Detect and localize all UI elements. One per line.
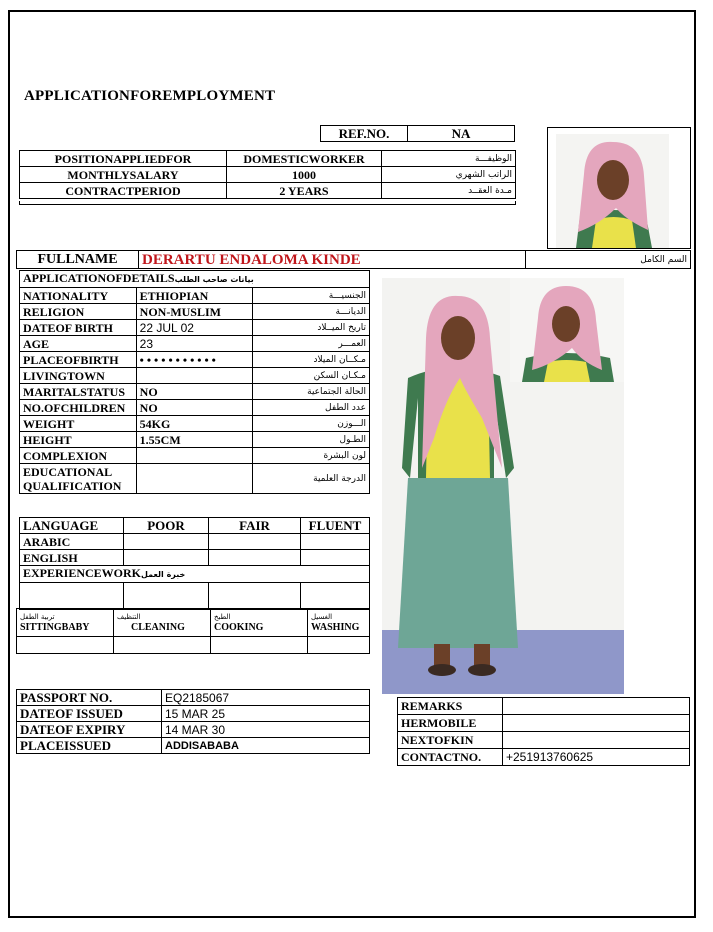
skill-cell: [114, 609, 211, 637]
fullname-arabic: السم الكامل: [526, 251, 691, 269]
experience-row: [20, 566, 370, 583]
language-table: [19, 517, 370, 610]
detail-label: LIVINGTOWN: [20, 368, 137, 384]
job-arabic: مـدة العقــد: [382, 183, 516, 199]
detail-row: [20, 304, 370, 320]
detail-label: COMPLEXION: [20, 448, 137, 464]
detail-arabic: الطـول: [253, 432, 370, 448]
remarks-label: CONTACTNO.: [398, 749, 503, 766]
skill-label: CLEANING: [131, 622, 185, 633]
remarks-label: REMARKS: [398, 698, 503, 715]
detail-arabic: مـكــان الميلاد: [253, 352, 370, 368]
job-table: [19, 150, 516, 199]
remarks-table: [397, 697, 690, 766]
detail-value: 1.55CM: [136, 432, 253, 448]
skill-arabic: الطبخ: [214, 613, 231, 621]
passport-table: [16, 689, 370, 754]
skills-row: [17, 609, 370, 637]
detail-arabic: الجنسيـــة: [253, 288, 370, 304]
job-row: [20, 183, 516, 199]
remarks-value: +251913760625: [503, 749, 690, 766]
language-header: FLUENT: [301, 518, 370, 534]
remarks-value: [503, 698, 690, 715]
detail-row: [20, 288, 370, 304]
remarks-value: [503, 732, 690, 749]
passport-label: DATEOF EXPIRY: [17, 722, 162, 738]
detail-label: NO.OFCHILDREN: [20, 400, 137, 416]
experience-blank-row: [20, 583, 370, 610]
job-arabic: الوظيفـــة: [382, 151, 516, 167]
detail-arabic: العمـــر: [253, 336, 370, 352]
remarks-label: HERMOBILE: [398, 715, 503, 732]
detail-arabic: الـــوزن: [253, 416, 370, 432]
job-label: MONTHLYSALARY: [20, 167, 227, 183]
detail-arabic: تاريخ الميــلاد: [253, 320, 370, 336]
detail-row: [20, 336, 370, 352]
remarks-row: [398, 732, 690, 749]
skill-cell: [17, 609, 114, 637]
fullname-label: FULLNAME: [17, 251, 139, 269]
detail-row: [20, 368, 370, 384]
language-header-row: [20, 518, 370, 534]
ref-value: NA: [408, 126, 515, 142]
detail-value: [136, 448, 253, 464]
detail-value: ETHIOPIAN: [136, 288, 253, 304]
detail-value: NON-MUSLIM: [136, 304, 253, 320]
job-value: 1000: [227, 167, 382, 183]
job-label: POSITIONAPPLIEDFOR: [20, 151, 227, 167]
experience-label: EXPERIENCEWORK: [23, 566, 142, 580]
job-table-bottom: [19, 201, 516, 205]
detail-row: [20, 432, 370, 448]
skill-cell: [211, 609, 308, 637]
skill-arabic: تربية الطفل: [20, 613, 55, 621]
detail-label: NATIONALITY: [20, 288, 137, 304]
detail-arabic: لون البشرة: [253, 448, 370, 464]
passport-value: 15 MAR 25: [162, 706, 370, 722]
remarks-row: [398, 749, 690, 766]
job-row: [20, 167, 516, 183]
detail-label: AGE: [20, 336, 137, 352]
skill-arabic: الغسيل: [311, 613, 333, 621]
remarks-label: NEXTOFKIN: [398, 732, 503, 749]
skill-cell: [308, 609, 370, 637]
detail-row: [20, 448, 370, 464]
language-name: ARABIC: [20, 534, 124, 550]
passport-row: [17, 738, 370, 754]
skills-table: [16, 608, 370, 654]
details-table: [19, 270, 370, 494]
passport-label: PASSPORT NO.: [17, 690, 162, 706]
passport-row: [17, 722, 370, 738]
passport-row: [17, 706, 370, 722]
detail-arabic: مـكـان السكن: [253, 368, 370, 384]
skill-label: COOKING: [214, 622, 264, 633]
detail-value: 23: [136, 336, 253, 352]
language-header: FAIR: [209, 518, 301, 534]
job-row: [20, 151, 516, 167]
detail-label: PLACEOFBIRTH: [20, 352, 137, 368]
language-header: POOR: [124, 518, 209, 534]
skills-blank-row: [17, 637, 370, 654]
details-header-arabic: بيانات صاحب الطلب: [174, 275, 254, 284]
detail-arabic: عدد الطفل: [253, 400, 370, 416]
passport-photo-frame: [547, 127, 691, 249]
detail-arabic: الديانـــة: [253, 304, 370, 320]
skill-arabic: التنظيف: [117, 613, 141, 621]
detail-value: • • • • • • • • • • •: [136, 352, 253, 368]
detail-row: [20, 352, 370, 368]
job-value: DOMESTICWORKER: [227, 151, 382, 167]
detail-arabic: الحالة الجتماعية: [253, 384, 370, 400]
job-value: 2 YEARS: [227, 183, 382, 199]
detail-row: [20, 416, 370, 432]
passport-row: [17, 690, 370, 706]
detail-label: RELIGION: [20, 304, 137, 320]
remarks-value: [503, 715, 690, 732]
detail-label: HEIGHT: [20, 432, 137, 448]
detail-value: 22 JUL 02: [136, 320, 253, 336]
fullname-value: DERARTU ENDALOMA KINDE: [139, 251, 526, 269]
job-label: CONTRACTPERIOD: [20, 183, 227, 199]
detail-label: DATEOF BIRTH: [20, 320, 137, 336]
passport-value: 14 MAR 30: [162, 722, 370, 738]
passport-label: DATEOF ISSUED: [17, 706, 162, 722]
passport-value: EQ2185067: [162, 690, 370, 706]
passport-value: ADDISABABA: [162, 738, 370, 754]
details-header-row: [20, 271, 370, 288]
passport-label: PLACEISSUED: [17, 738, 162, 754]
ref-label: REF.NO.: [321, 126, 408, 142]
detail-row: [20, 384, 370, 400]
passport-photo: [556, 134, 669, 248]
detail-value: 54KG: [136, 416, 253, 432]
remarks-row: [398, 715, 690, 732]
language-header: LANGUAGE: [20, 518, 124, 534]
detail-value: [136, 464, 253, 494]
job-arabic: الراتب الشهري: [382, 167, 516, 183]
fullname-table: [16, 250, 691, 269]
details-header-label: APPLICATIONOFDETAILS: [23, 271, 175, 285]
remarks-row: [398, 698, 690, 715]
experience-arabic: خبرة العمل: [141, 570, 186, 579]
full-body-photo: [382, 278, 624, 694]
detail-value: [136, 368, 253, 384]
detail-value: NO: [136, 400, 253, 416]
detail-row: [20, 400, 370, 416]
page-title: APPLICATIONFOREMPLOYMENT: [24, 88, 276, 104]
language-name: ENGLISH: [20, 550, 124, 566]
skill-label: WASHING: [311, 622, 360, 633]
detail-arabic: الدرجة العلمية: [253, 464, 370, 494]
language-row: [20, 534, 370, 550]
detail-row: [20, 320, 370, 336]
detail-label: EDUCATIONAL QUALIFICATION: [20, 464, 137, 494]
skill-label: SITTINGBABY: [20, 622, 90, 633]
detail-value: NO: [136, 384, 253, 400]
detail-label: WEIGHT: [20, 416, 137, 432]
detail-row: [20, 464, 370, 494]
ref-table: [320, 125, 515, 142]
detail-label: MARITALSTATUS: [20, 384, 137, 400]
language-row: [20, 550, 370, 566]
